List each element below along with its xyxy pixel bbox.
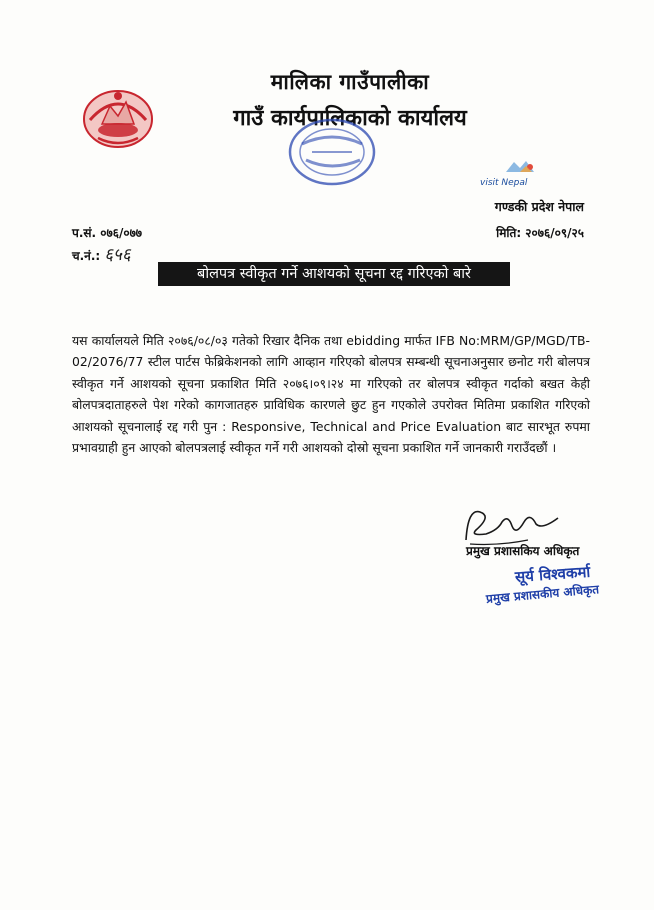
letter-date: मिति: २०७६/०९/२५ [496,226,584,240]
office-name: मालिका गाउँपालीका [270,69,430,94]
subject-banner: बोलपत्र स्वीकृत गर्ने आशयको सूचना रद्द गरिएको बारे [158,262,510,286]
letter-body [72,330,590,458]
chalani-label: च.नं.: [72,249,101,263]
province-name: गण्डकी प्रदेश नेपाल [494,199,584,214]
chalani-row [72,244,142,266]
visit-nepal-logo [476,158,548,194]
body-paragraph: यस कार्यालयले मिति २०७६/०८/०३ गतेको रिखार दैनिक तथा ebidding मार्फत IFB No:MRM/GP/MGD/TB-02/2076/77 स्टील पार्टस फेब्रिकेशनको लागि आव्हान गरिएको बोलपत्र सम्बन्धी सूचनाअनुसार छनोट गरी बोलपत्र स्वीकृत गर्ने आशयको सूचना प्रकाशित मिति २०७६।०९।२४ मा गरिएको तर बोलपत्र स्वीकृत गर्दाको बखत केही बोलपत्रदाताहरुले पेश गरेको कागजातहरु प्राविधिक कारणले छुट हुन गएकोले उपरोक्त मितिमा प्रकाशित गरिएको आशयको सूचनालाई रद्द गरी पुन : Responsive, Technical and Price Evaluation बाट सारभूत रुपमा प्रभावग्राही हुन आएको बोलपत्रलाई स्वीकृत गर्ने गरी आशयको दोस्रो सूचना प्रकाशित गर्ने जानकारी गराउँदछौं । [72,333,590,456]
office-title: गाउँ कार्यपालिकाको कार्यालय [233,105,467,131]
office-seal-icon [282,112,382,190]
stamp-name: सूर्य विश्वकर्मा [514,562,591,586]
patra-sankhya: प.सं. ०७६/०७७ [72,226,143,240]
visit-nepal-text: visit Nepal [480,178,528,188]
signatory-title: प्रमुख प्रशासकिय अधिकृत [466,544,580,558]
nepal-emblem-icon [80,84,156,150]
chalani-number: ६५६ [104,245,131,265]
reference-block [72,222,142,266]
stamp-title: प्रमुख प्रशासकीय अधिकृत [485,582,600,606]
